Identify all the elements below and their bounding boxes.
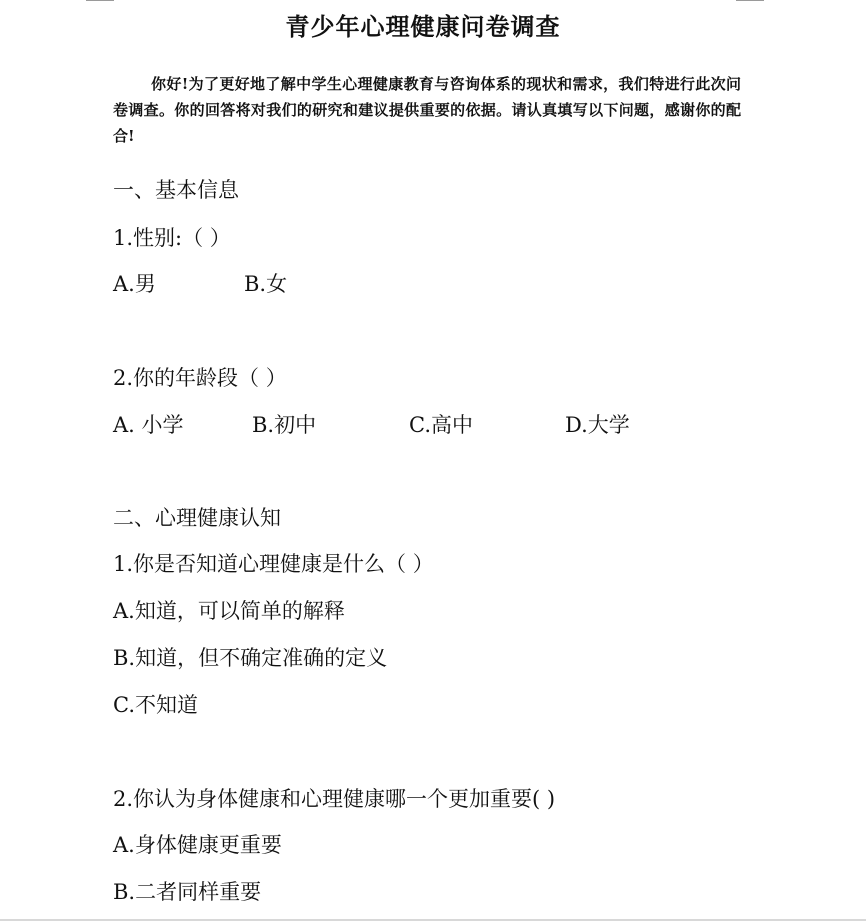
intro-paragraph: 你好!为了更好地了解中学生心理健康教育与咨询体系的现状和需求，我们特进行此次问卷调查。你的回答将对我们的研究和建议提供重要的依据。请认真填写以下问题，感谢你的配合! xyxy=(113,75,741,145)
option-physical-more-important[interactable]: A.身体健康更重要 xyxy=(113,833,282,857)
option-age-senior[interactable]: C.高中 xyxy=(409,413,473,437)
page-title: 青少年心理健康问卷调查 xyxy=(285,12,561,41)
option-gender-male[interactable]: A.男 xyxy=(113,272,156,296)
section-heading-basic-info: 一、基本信息 xyxy=(113,178,239,202)
question-age-group: 2.你的年龄段（ ） xyxy=(113,366,287,390)
question-health-importance: 2.你认为身体健康和心理健康哪一个更加重要( ) xyxy=(113,787,556,811)
option-know-explain[interactable]: A.知道，可以简单的解释 xyxy=(113,599,345,623)
option-age-primary[interactable]: A. 小学 xyxy=(113,413,184,437)
option-age-junior[interactable]: B.初中 xyxy=(252,413,317,437)
question-know-mental-health: 1.你是否知道心理健康是什么（ ） xyxy=(113,552,434,576)
question-gender: 1.性别:（ ） xyxy=(113,226,231,250)
option-equally-important[interactable]: B.二者同样重要 xyxy=(113,880,262,904)
option-gender-female[interactable]: B.女 xyxy=(244,272,288,296)
crop-mark-left xyxy=(86,0,114,1)
section-heading-awareness: 二、心理健康认知 xyxy=(113,506,281,530)
option-not-know[interactable]: C.不知道 xyxy=(113,693,198,717)
option-age-university[interactable]: D.大学 xyxy=(565,413,630,437)
crop-mark-right xyxy=(736,0,764,1)
option-know-unsure[interactable]: B.知道，但不确定准确的定义 xyxy=(113,646,388,670)
